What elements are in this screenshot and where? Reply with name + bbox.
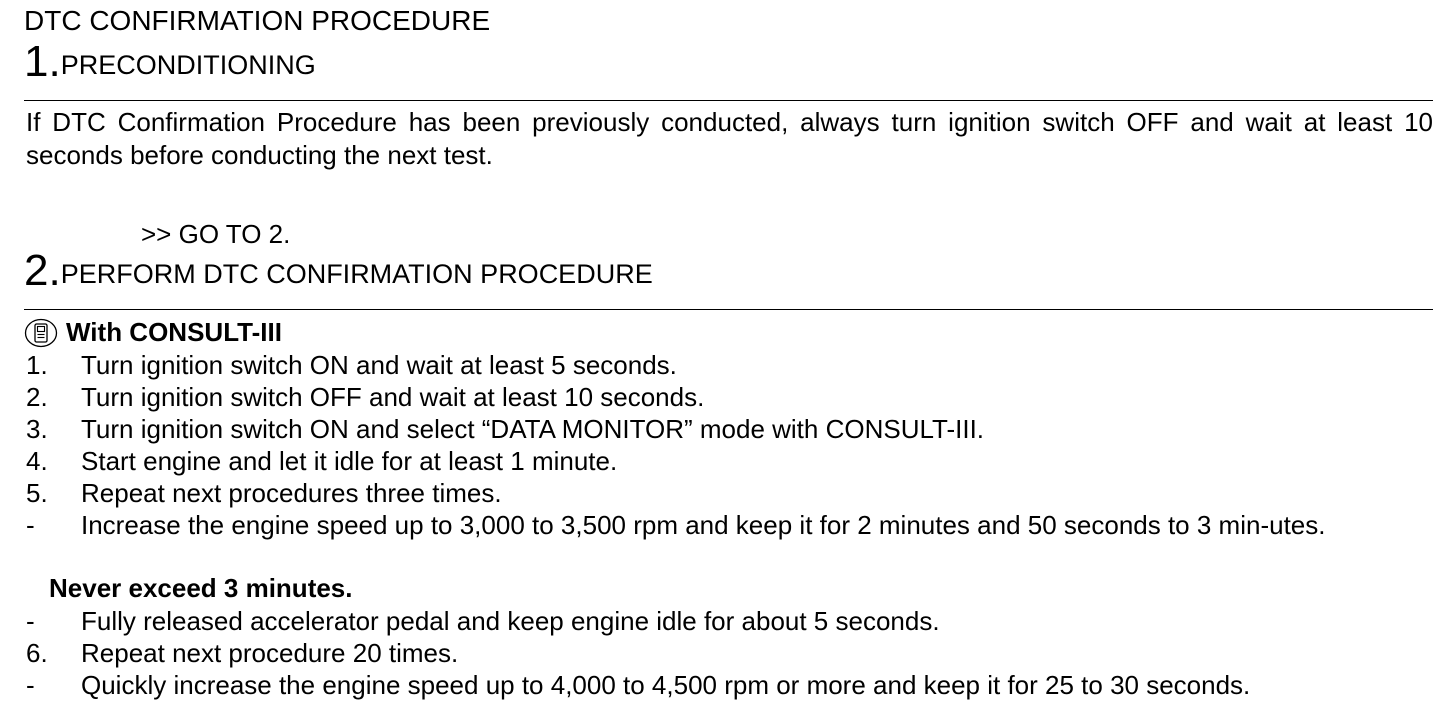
with-consult-text: With CONSULT-III: [66, 317, 282, 347]
step-2-divider: [24, 309, 1433, 310]
list-marker: -: [26, 606, 35, 636]
list-item: [26, 669, 1250, 701]
list-marker: 6.: [26, 638, 48, 668]
list-marker: 5.: [26, 478, 48, 508]
list-item: [26, 637, 458, 669]
goto-step-2: >> GO TO 2.: [141, 219, 291, 249]
list-marker: 4.: [26, 446, 48, 476]
step-2-title: PERFORM DTC CONFIRMATION PROCEDURE: [60, 259, 653, 289]
list-marker: -: [26, 510, 35, 540]
list-text: Turn ignition switch ON and wait at least 5 seconds.: [81, 350, 677, 380]
list-text: Increase the engine speed up to 3,000 to 3,500 rpm and keep it for 2 minutes and 50 seconds to 3 min-utes.: [81, 510, 1326, 540]
list-text: Start engine and let it idle for at least 1 minute.: [81, 446, 618, 476]
list-text: Quickly increase the engine speed up to 4,000 to 4,500 rpm or more and keep it for 25 to 30 seconds.: [81, 670, 1251, 700]
step-1-divider: [24, 100, 1433, 101]
list-item: [26, 445, 617, 477]
list-text: Repeat next procedures three times.: [81, 478, 502, 508]
step-2-heading: [24, 246, 653, 295]
list-item: [26, 477, 502, 509]
list-text: Repeat next procedure 20 times.: [81, 638, 459, 668]
list-marker: 1.: [26, 350, 48, 380]
list-item: [26, 413, 984, 445]
list-marker: 3.: [26, 414, 48, 444]
page-title: DTC CONFIRMATION PROCEDURE: [24, 5, 491, 36]
step-1-text: If DTC Confirmation Procedure has been previously conducted, always turn ignition switch OFF and wait at least 10 seconds before conducting the next test.: [26, 107, 1433, 170]
list-text: Fully released accelerator pedal and keep engine idle for about 5 seconds.: [81, 606, 940, 636]
list-text: Turn ignition switch OFF and wait at least 10 seconds.: [81, 382, 705, 412]
list-item: [26, 381, 704, 413]
list-marker: 2.: [26, 382, 48, 412]
list-marker: -: [26, 670, 35, 700]
step-1-number: 1.: [24, 37, 61, 86]
step-1-heading: [24, 37, 316, 86]
with-consult-label: [24, 317, 282, 348]
list-item: [26, 605, 940, 637]
step-2-number: 2.: [24, 246, 61, 295]
list-item: [26, 349, 677, 381]
warning-text: Never exceed 3 minutes.: [49, 573, 353, 603]
list-item: [26, 509, 81, 541]
consult-iii-icon: [24, 318, 58, 348]
list-text: Turn ignition switch ON and select “DATA MONITOR” mode with CONSULT-III.: [81, 414, 985, 444]
step-1-title: PRECONDITIONING: [60, 50, 316, 80]
